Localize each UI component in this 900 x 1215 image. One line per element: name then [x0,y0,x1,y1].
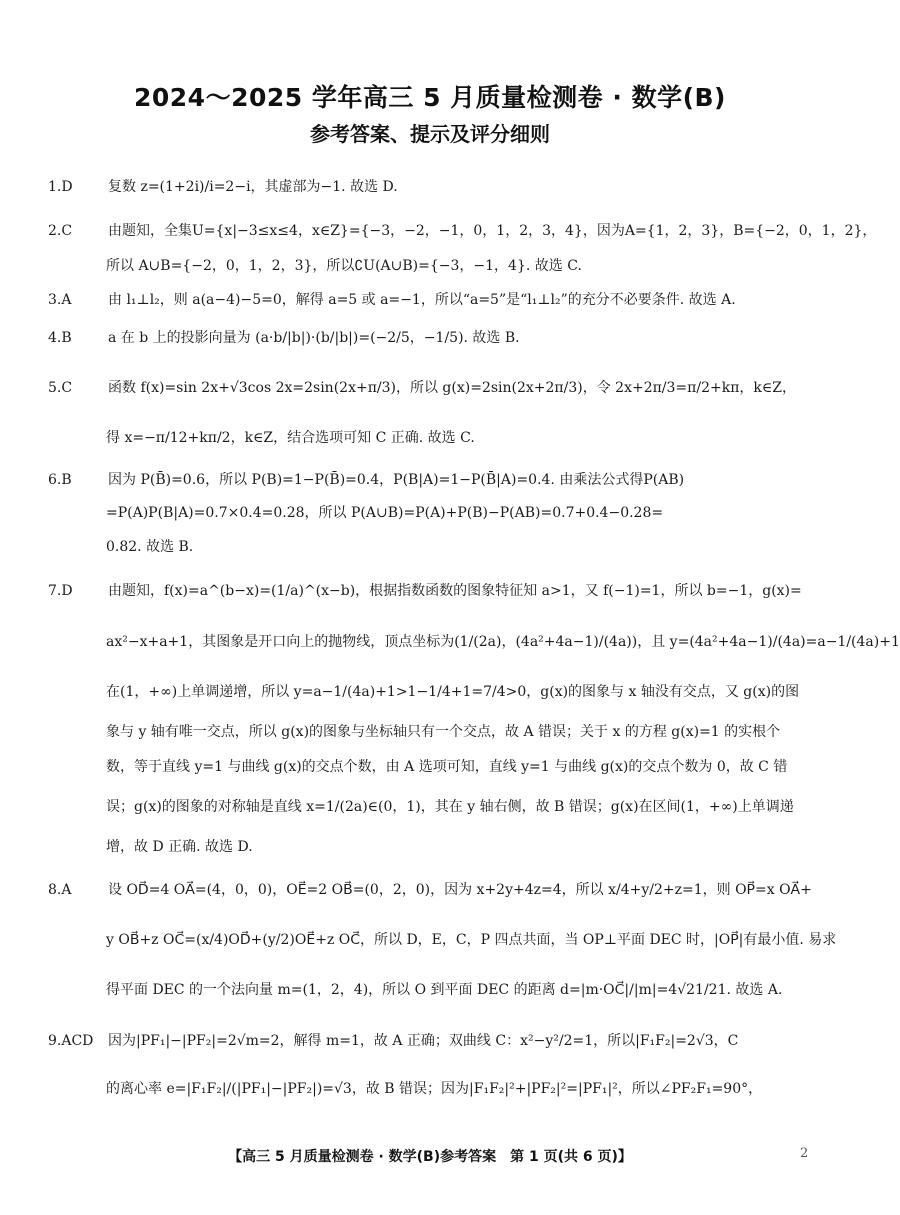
answer-number-1: 1.D [48,179,73,195]
answer-number-5: 5.C [48,380,73,396]
answer-line: 设 OD⃗=4 OA⃗=(4，0，0)，OE⃗=2 OB⃗=(0，2，0)，因为 x+2y+4z=4，所以 x/4+y/2+z=1，则 OP⃗=x OA⃗+ [108,882,812,898]
answer-line: 函数 f(x)=sin 2x+√3cos 2x=2sin(2x+π/3)，所以 g(x)=2sin(2x+2π/3)，令 2x+2π/3=π/2+kπ，k∈Z， [108,380,796,396]
answer-line: 增，故 D 正确. 故选 D. [106,839,253,855]
answer-number-2: 2.C [48,223,73,239]
answer-line: 0.82. 故选 B. [106,539,194,555]
answer-line: =P(A)P(B|A)=0.7×0.4=0.28，所以 P(A∪B)=P(A)+P(B)−P(AB)=0.7+0.4−0.28= [106,505,664,521]
answer-line: 得 x=−π/12+kπ/2，k∈Z，结合选项可知 C 正确. 故选 C. [106,430,475,446]
answer-number-7: 7.D [48,583,73,599]
answer-line: 的离心率 e=|F₁F₂|/(|PF₁|−|PF₂|)=√3，故 B 错误；因为|F₁F₂|²+|PF₂|²=|PF₁|²，所以∠PF₂F₁=90°， [106,1081,763,1097]
answer-line: 由题知，f(x)=a^(b−x)=(1/a)^(x−b)，根据指数函数的图象特征知 a>1，又 f(−1)=1，所以 b=−1，g(x)= [108,583,802,599]
answer-line: 由题知，全集U={x|−3≤x≤4，x∈Z}={−3，−2，−1，0，1，2，3，4}，因为A={1，2，3}，B={−2，0，1，2}， [108,223,877,239]
answer-line: a 在 b 上的投影向量为 (a·b/|b|)·(b/|b|)=(−2/5，−1/5). 故选 B. [108,330,520,346]
answer-line: y OB⃗+z OC⃗=(x/4)OD⃗+(y/2)OE⃗+z OC⃗，所以 D，E，C，P 四点共面，当 OP⊥平面 DEC 时，|OP⃗|有最小值. 易求 [106,932,837,948]
answer-line: 由 l₁⊥l₂，则 a(a−4)−5=0，解得 a=5 或 a=−1，所以“a=5”是“l₁⊥l₂”的充分不必要条件. 故选 A. [108,292,736,308]
answer-line: 得平面 DEC 的一个法向量 m=(1，2，4)，所以 O 到平面 DEC 的距离 d=|m·OC⃗|/|m|=4√21/21. 故选 A. [106,982,783,998]
page-footer: 【高三 5 月质量检测卷 · 数学(B)参考答案 第 1 页(共 6 页)】 [228,1149,632,1165]
answer-line: 所以 A∪B={−2，0，1，2，3}，所以∁U(A∪B)={−3，−1，4}. 故选 C. [106,258,582,274]
answer-number-6: 6.B [48,472,72,488]
answer-line: ax²−x+a+1，其图象是开口向上的抛物线，顶点坐标为(1/(2a)，(4a²+4a−1)/(4a))，且 y=(4a²+4a−1)/(4a)=a−1/(4a)+1 [106,634,900,650]
answer-line: 数，等于直线 y=1 与曲线 g(x)的交点个数，由 A 选项可知，直线 y=1 与曲线 g(x)的交点个数为 0，故 C 错 [106,759,788,775]
answer-line: 复数 z=(1+2i)/i=2−i，其虚部为−1. 故选 D. [108,179,398,195]
answer-number-3: 3.A [48,292,72,308]
page-title: 2024～2025 学年高三 5 月质量检测卷 · 数学(B) [134,83,726,112]
page-subtitle: 参考答案、提示及评分细则 [310,122,550,146]
answer-number-8: 8.A [48,882,72,898]
answer-line: 象与 y 轴有唯一交点，所以 g(x)的图象与坐标轴只有一个交点，故 A 错误；关于 x 的方程 g(x)=1 的实根个 [106,724,781,740]
answer-line: 因为|PF₁|−|PF₂|=2√m=2，解得 m=1，故 A 正确；双曲线 C：x²−y²/2=1，所以|F₁F₂|=2√3，C [108,1033,739,1049]
answer-line: 因为 P(B̄)=0.6，所以 P(B)=1−P(B̄)=0.4，P(B|A)=1−P(B̄|A)=0.4. 由乘法公式得P(AB) [108,472,685,488]
page-corner-mark: 2 [800,1146,809,1161]
answer-number-9: 9.ACD [48,1033,94,1049]
answer-number-4: 4.B [48,330,72,346]
answer-line: 误；g(x)的图象的对称轴是直线 x=1/(2a)∈(0，1)，其在 y 轴右侧，故 B 错误；g(x)在区间(1，+∞)上单调递 [106,799,794,815]
answer-line: 在(1，+∞)上单调递增，所以 y=a−1/(4a)+1>1−1/4+1=7/4>0，g(x)的图象与 x 轴没有交点，又 g(x)的图 [106,684,800,700]
